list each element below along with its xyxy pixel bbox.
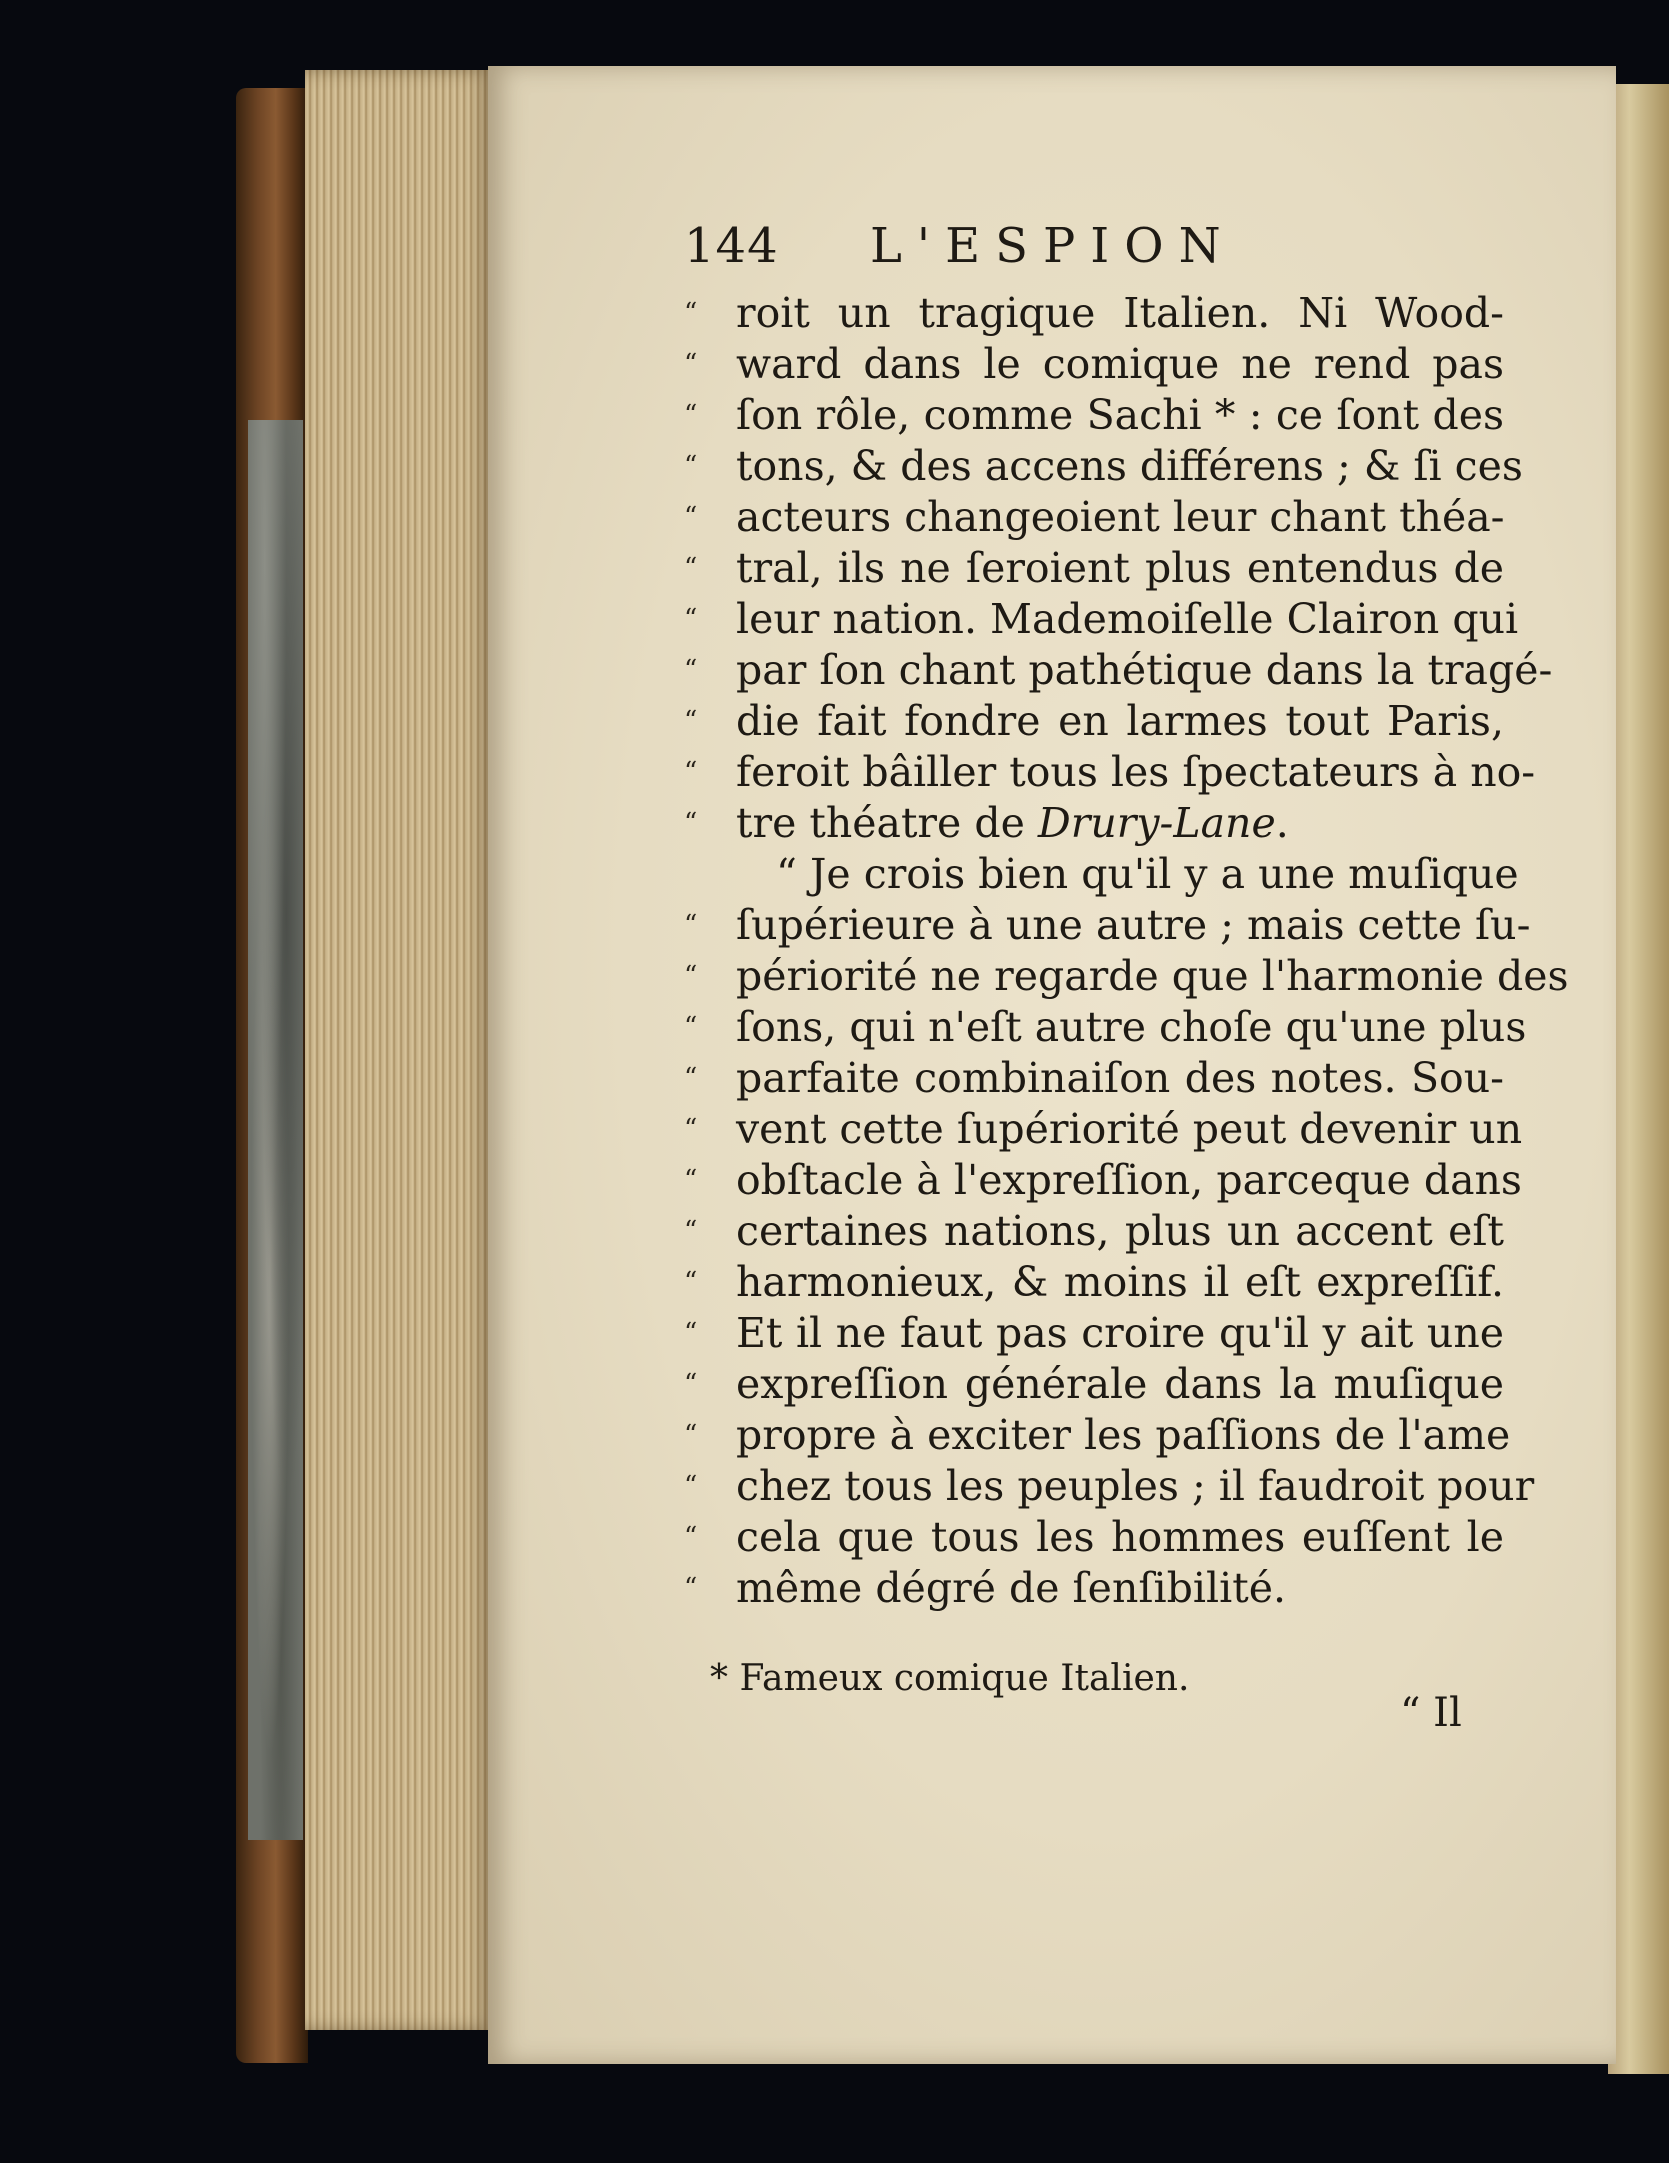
text-line — [684, 1257, 1504, 1308]
line-text: par ſon chant pathétique dans la tragé- — [736, 646, 1553, 694]
line-text: feroit bâiller tous les ſpectateurs à no- — [736, 748, 1536, 796]
text-line — [684, 1512, 1504, 1563]
quote-mark: “ — [684, 1216, 698, 1246]
quote-mark: “ — [684, 1369, 698, 1399]
quote-mark: “ — [684, 1420, 698, 1450]
text-line — [684, 1155, 1522, 1206]
quote-mark: “ — [684, 1522, 698, 1552]
line-text-italic: Drury-Lane — [1037, 799, 1276, 847]
text-line — [684, 1053, 1504, 1104]
text-line — [684, 1359, 1504, 1410]
text-line — [684, 1308, 1504, 1359]
text-line — [684, 1461, 1535, 1512]
line-text-suffix: . — [1275, 799, 1289, 847]
quote-mark: “ — [684, 808, 698, 838]
text-line — [684, 900, 1531, 951]
line-text: ſon rôle, comme Sachi * : ce ſont des — [736, 391, 1504, 439]
text-line — [684, 1206, 1504, 1257]
line-text: harmonieux, & moins il eſt expreſſif. — [736, 1258, 1504, 1306]
line-text: obſtacle à l'expreſſion, parceque dans — [736, 1156, 1522, 1204]
quote-mark: “ — [684, 1267, 698, 1297]
text-line — [684, 441, 1523, 492]
line-text: roit un tragique Italien. Ni Wood- — [736, 289, 1504, 337]
quote-mark: “ — [684, 553, 698, 583]
quote-mark: “ — [684, 451, 698, 481]
quote-mark: “ — [684, 655, 698, 685]
footnote: * Fameux comique Italien. — [710, 1658, 1190, 1699]
text-line — [684, 492, 1504, 543]
quote-mark: “ — [684, 298, 698, 328]
text-line — [684, 1002, 1527, 1053]
text-line — [684, 798, 1504, 849]
page-title: L'ESPION — [870, 218, 1236, 274]
text-line — [684, 645, 1553, 696]
line-text: acteurs changeoient leur chant théa- — [736, 493, 1505, 541]
text-line — [684, 849, 1519, 900]
quote-mark: “ — [684, 400, 698, 430]
quote-mark: “ — [684, 1063, 698, 1093]
quote-mark: “ — [684, 1165, 698, 1195]
line-text: tral, ils ne ſeroient plus entendus de — [736, 544, 1504, 592]
quote-mark: “ — [684, 1573, 698, 1603]
body-text — [684, 288, 1569, 1614]
marbled-cover — [248, 420, 303, 1840]
line-text: périorité ne regarde que l'harmonie des — [736, 952, 1569, 1000]
text-line — [684, 594, 1519, 645]
quote-mark: “ — [684, 1318, 698, 1348]
line-text: certaines nations, plus un accent eſt — [736, 1207, 1504, 1255]
line-text: chez tous les peuples ; il faudroit pour — [736, 1462, 1535, 1510]
line-text: die fait fondre en larmes tout Paris, — [736, 697, 1504, 745]
text-line — [684, 1104, 1523, 1155]
quote-mark: “ — [684, 1114, 698, 1144]
text-line — [684, 288, 1504, 339]
quote-mark: “ — [684, 604, 698, 634]
line-text: ſons, qui n'eſt autre choſe qu'une plus — [736, 1003, 1527, 1051]
catchword: “ Il — [1400, 1690, 1462, 1736]
line-text: tons, & des accens différens ; & ſi ces — [736, 442, 1523, 490]
text-line — [684, 951, 1569, 1002]
text-line — [684, 696, 1504, 747]
line-text: même dégré de ſenſibilité. — [736, 1564, 1286, 1612]
quote-mark: “ — [684, 757, 698, 787]
line-text: cela que tous les hommes euſſent le — [736, 1513, 1504, 1561]
text-line — [684, 747, 1536, 798]
line-text: expreſſion générale dans la muſique — [736, 1360, 1504, 1408]
text-line — [684, 1563, 1504, 1614]
line-text: “ Je crois bien qu'il y a une muſique — [776, 850, 1519, 898]
page-edges — [305, 70, 495, 2030]
text-line — [684, 543, 1504, 594]
text-line — [684, 390, 1504, 441]
line-text: ward dans le comique ne rend pas — [736, 340, 1504, 388]
text-line — [684, 1410, 1511, 1461]
line-text — [736, 798, 1289, 849]
line-text-prefix: tre théatre de — [736, 799, 1038, 847]
line-text: ſupérieure à une autre ; mais cette ſu- — [736, 901, 1531, 949]
line-text: vent cette ſupériorité peut devenir un — [736, 1105, 1523, 1153]
line-text: leur nation. Mademoiſelle Clairon qui — [736, 595, 1519, 643]
text-line — [684, 339, 1504, 390]
quote-mark: “ — [684, 349, 698, 379]
facing-page-edge — [1608, 84, 1669, 2074]
line-text: propre à exciter les paſſions de l'ame — [736, 1411, 1511, 1459]
quote-mark: “ — [684, 910, 698, 940]
quote-mark: “ — [684, 706, 698, 736]
quote-mark: “ — [684, 1012, 698, 1042]
line-text: Et il ne faut pas croire qu'il y ait une — [736, 1309, 1504, 1357]
line-text: parfaite combinaiſon des notes. Sou- — [736, 1054, 1504, 1102]
quote-mark: “ — [684, 1471, 698, 1501]
page-number: 144 — [684, 218, 779, 274]
quote-mark: “ — [684, 502, 698, 532]
quote-mark: “ — [684, 961, 698, 991]
